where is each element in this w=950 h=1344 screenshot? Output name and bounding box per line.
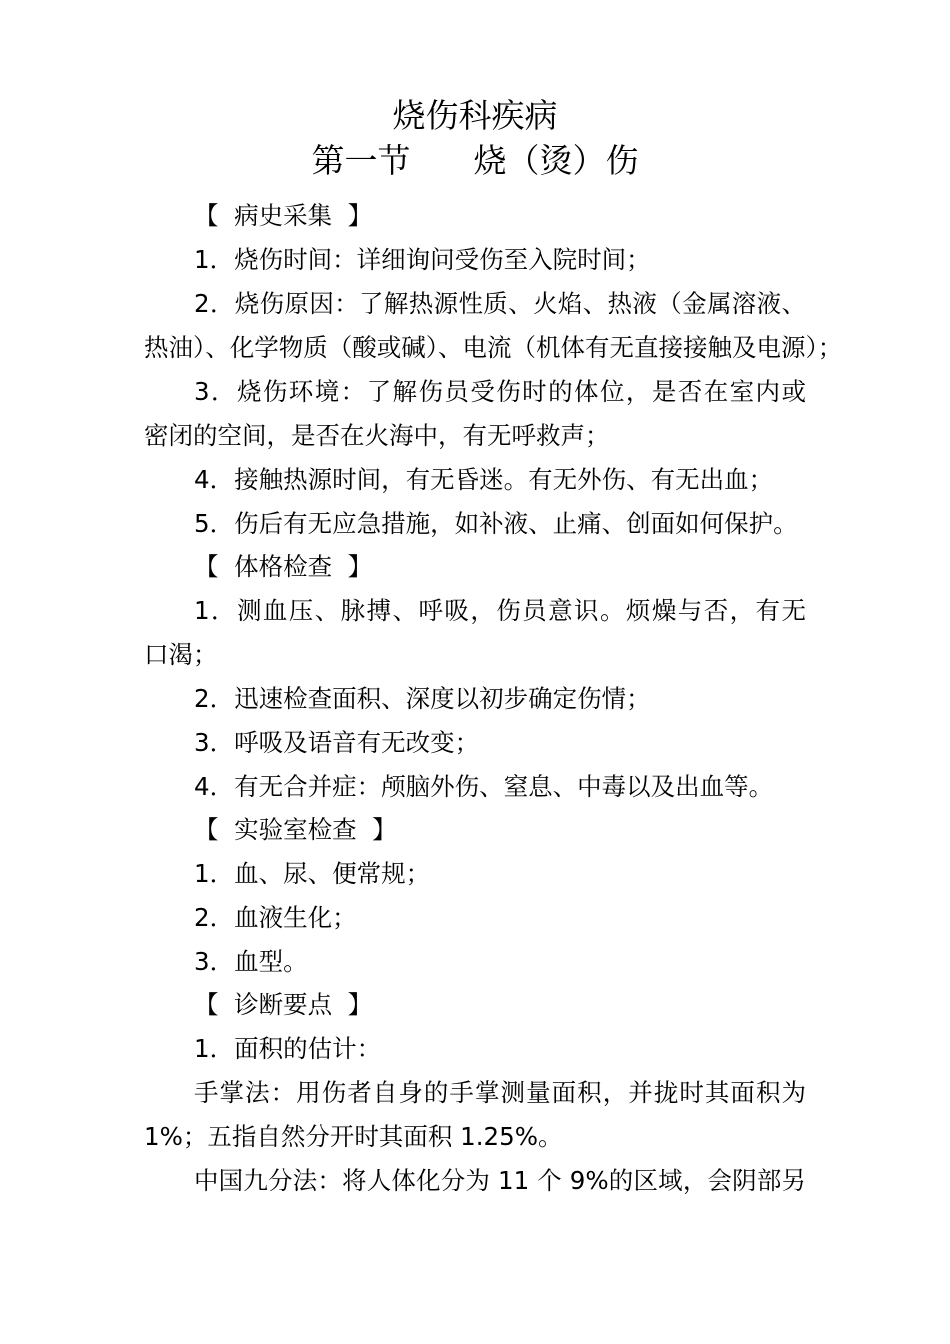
section-label-history: 【 病史采集 】 <box>194 201 373 230</box>
paragraph-line: 2．迅速检查面积、深度以初步确定伤情； <box>194 684 651 713</box>
paragraph-line: 5．伤后有无应急措施，如补液、止痛、创面如何保护。 <box>194 509 798 538</box>
paragraph-line: 4．接触热源时间，有无昏迷。有无外伤、有无出血； <box>194 465 774 494</box>
section-label-lab-tests: 【 实验室检查 】 <box>194 815 397 844</box>
paragraph-line: 2．血液生化； <box>194 903 357 932</box>
paragraph-line: 4．有无合并症：颅脑外伤、窒息、中毒以及出血等。 <box>194 772 774 801</box>
paragraph-line: 密闭的空间，是否在火海中，有无呼救声； <box>144 421 610 450</box>
paragraph-line: 1%；五指自然分开时其面积 1.25%。 <box>144 1122 563 1151</box>
paragraph-line: 1．测血压、脉搏、呼吸，伤员意识。烦燥与否，有无 <box>194 596 806 625</box>
paragraph-line: 手掌法：用伤者自身的手掌测量面积，并拢时其面积为 <box>194 1078 806 1107</box>
paragraph-line: 1．面积的估计： <box>194 1034 382 1063</box>
paragraph-line: 3．烧伤环境：了解伤员受伤时的体位，是否在室内或 <box>194 377 806 406</box>
paragraph-line: 3．呼吸及语音有无改变； <box>194 728 480 757</box>
paragraph-line: 1．血、尿、便常规； <box>194 859 431 888</box>
paragraph-line: 3．血型。 <box>194 947 308 976</box>
paragraph-line: 1．烧伤时间：详细询问受伤至入院时间； <box>194 245 651 274</box>
section-heading: 第一节 烧（烫）伤 <box>311 141 639 180</box>
paragraph-line: 中国九分法：将人体化分为 11 个 9%的区域，会阴部另 <box>194 1166 806 1195</box>
paragraph-line: 口渴； <box>144 640 218 669</box>
section-label-diagnosis: 【 诊断要点 】 <box>194 990 373 1019</box>
document-title: 烧伤科疾病 <box>392 96 558 135</box>
paragraph-line: 热油）、化学物质（酸或碱）、电流（机体有无直接接触及电源）； <box>144 333 843 362</box>
section-label-physical-exam: 【 体格检查 】 <box>194 552 373 581</box>
paragraph-line: 2．烧伤原因：了解热源性质、火焰、热液（金属溶液、 <box>194 289 806 318</box>
